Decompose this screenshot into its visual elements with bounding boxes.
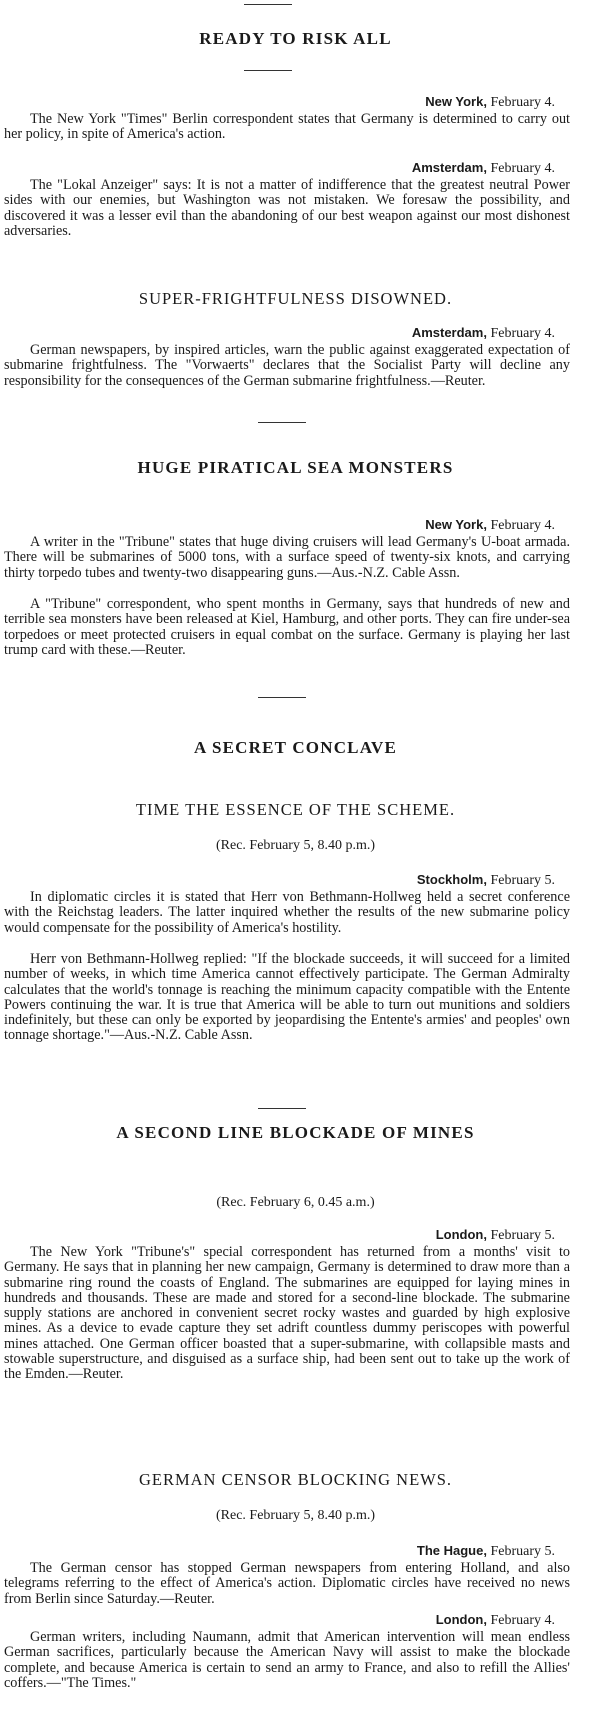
dateline-date: February 4.	[490, 1613, 555, 1628]
divider-rule	[244, 70, 292, 71]
article-paragraph: Herr von Bethmann-Hollweg replied: "If the blockade succeeds, it will succeed for a limited number of weeks, in which time America cannot effectively participate. The German Admiralty calculates that the world's tonnage is reaching the minimum capacity compatible with the Entente Powers continuing the war. It is true that America will be able to turn out munitions and soldiers indefinitely, but these can only be exported by jeopardising the Entente's armies' and peoples' own tonnage shortage."—Aus.-N.Z. Cable Assn.	[4, 951, 570, 1044]
article-paragraph: German newspapers, by inspired articles, warn the public against exaggerated expectation of submarine frightfulness. The "Vorwaerts" declares that the Socialist Party will decline any responsibility for the consequences of the German submarine frightfulness.—Reuter.	[4, 342, 570, 389]
dateline-date: February 4.	[490, 326, 555, 341]
dateline-date: February 4.	[490, 161, 555, 176]
article-paragraph: The New York "Times" Berlin correspondent states that Germany is determined to carry out her policy, in spite of America's action.	[4, 111, 570, 143]
dateline-place: New York,	[425, 94, 487, 109]
headline-german-censor: GERMAN CENSOR BLOCKING NEWS.	[138, 1470, 453, 1489]
divider-rule	[258, 1108, 306, 1109]
article-paragraph: In diplomatic circles it is stated that Herr von Bethmann-Hollweg held a secret conference with the Reichstag leaders. The latter inquired whether the results of the new submarine policy would compensate for the possibility of America's hostility.	[4, 889, 570, 936]
dateline-the-hague	[417, 1543, 555, 1560]
dateline-place: London,	[435, 1227, 487, 1242]
dateline-place: Amsterdam,	[411, 160, 487, 175]
article-paragraph: A writer in the "Tribune" states that huge diving cruisers will lead Germany's U-boat armada. There will be submarines of 5000 tons, with a surface speed of twenty-six knots, and carrying thirty torpedo tubes and twenty-two disappearing guns.—Aus.-N.Z. Cable Assn.	[4, 534, 570, 581]
received-timestamp: (Rec. February 6, 0.45 a.m.)	[216, 1195, 375, 1210]
dateline-amsterdam	[412, 160, 555, 177]
dateline-date: February 4.	[490, 518, 555, 533]
divider-rule	[258, 697, 306, 698]
divider-rule	[258, 422, 306, 423]
article-paragraph: A "Tribune" correspondent, who spent months in Germany, says that hundreds of new and terrible sea monsters have been released at Kiel, Hamburg, and other ports. They can fire under-sea torpedoes or meet protected cruisers in equal combat on the surface. Germany is playing her last trump card with these.—Reuter.	[4, 596, 570, 658]
dateline-new-york	[425, 94, 555, 111]
received-timestamp: (Rec. February 5, 8.40 p.m.)	[215, 838, 376, 853]
subheadline-time-the-essence: TIME THE ESSENCE OF THE SCHEME.	[135, 800, 456, 819]
article-paragraph: The New York "Tribune's" special correspondent has returned from a months' visit to Germany. He says that in planning her new campaign, Germany is determined to draw more than a submarine ring round the coasts of England. The submarines are equipped for laying mines in hundreds and thousands. These are made and stored for a second-line blockade. The submarine supply stations are anchored in convenient secret rocky wastes and guarded by high explosive mines. As a device to evade capture they set adrift countless dummy periscopes with powerful mines attached. One German officer boasted that a super-submarine, with collapsible masts and stowable superstructure, and disguised as a surface ship, had been sent out to take up the work of the Emden.—Reuter.	[4, 1244, 570, 1383]
headline-huge-piratical-sea-monsters: HUGE PIRATICAL SEA MONSTERS	[137, 458, 454, 477]
dateline-london	[436, 1227, 555, 1244]
dateline-stockholm	[417, 872, 555, 889]
headline-a-secret-conclave: A SECRET CONCLAVE	[193, 738, 398, 757]
headline-ready-to-risk-all: READY TO RISK ALL	[199, 29, 392, 48]
dateline-amsterdam	[412, 325, 555, 342]
dateline-place: New York,	[425, 517, 487, 532]
dateline-place: The Hague,	[416, 1543, 487, 1558]
headline-super-frightfulness: SUPER-FRIGHTFULNESS DISOWNED.	[138, 289, 453, 308]
article-paragraph: German writers, including Naumann, admit that American intervention will mean endless German sacrifices, particularly because the American Navy will assist to make the blockade complete, and because America is certain to send an army to France, and also to refill the Allies' coffers.—"The Times."	[4, 1629, 570, 1691]
dateline-new-york	[425, 517, 555, 534]
dateline-london	[436, 1612, 555, 1629]
dateline-date: February 5.	[490, 1228, 555, 1243]
headline-second-line-blockade: A SECOND LINE BLOCKADE OF MINES	[116, 1123, 475, 1142]
dateline-place: Stockholm,	[416, 872, 487, 887]
dateline-date: February 5.	[490, 873, 555, 888]
dateline-place: London,	[435, 1612, 487, 1627]
received-timestamp: (Rec. February 5, 8.40 p.m.)	[215, 1508, 376, 1523]
dateline-place: Amsterdam,	[411, 325, 487, 340]
article-paragraph: The "Lokal Anzeiger" says: It is not a matter of indifference that the greatest neutral Power sides with our enemies, but Washington was not mistaken. We foresaw the possibility, and discovered it was a lesser evil than the abandoning of our best weapon against our most dishonest adversaries.	[4, 177, 570, 239]
dateline-date: February 4.	[490, 95, 555, 110]
dateline-date: February 5.	[490, 1544, 555, 1559]
article-paragraph: The German censor has stopped German newspapers from entering Holland, and also telegrams referring to the effect of America's action. Diplomatic circles have received no news from Berlin since Saturday.—Reuter.	[4, 1560, 570, 1607]
divider-rule	[244, 4, 292, 5]
